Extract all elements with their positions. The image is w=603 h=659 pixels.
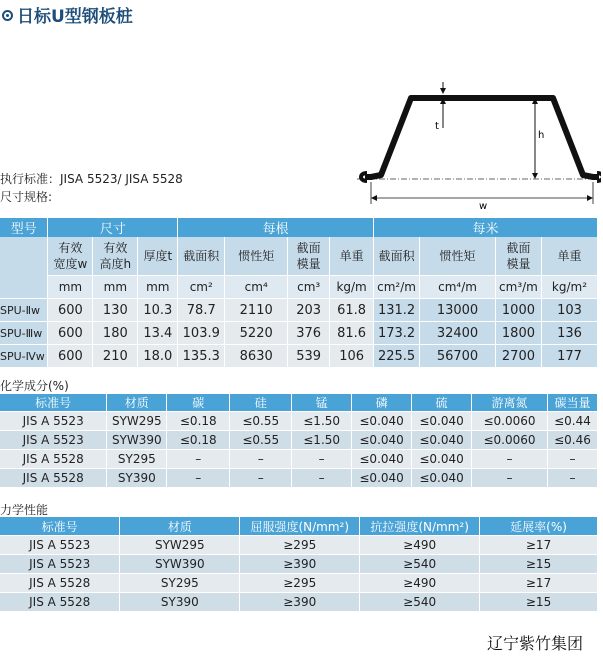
mech-cell: ≥295 bbox=[240, 536, 360, 555]
mech-header-cell: 屈服强度(N/mm²) bbox=[240, 517, 360, 536]
value-cell: 2700 bbox=[495, 345, 541, 368]
chem-cell: ≤0.0060 bbox=[472, 412, 548, 431]
chem-header-cell: 硅 bbox=[230, 394, 292, 412]
value-cell: 131.2 bbox=[374, 299, 420, 322]
value-cell: 106 bbox=[330, 345, 374, 368]
chem-cell: SYW390 bbox=[107, 431, 167, 450]
mech-section-title: 力学性能 bbox=[0, 503, 49, 517]
value-cell: 130 bbox=[93, 299, 138, 322]
sub-header-cell: 截面积 bbox=[374, 237, 420, 276]
sub-header-cell: 截面 模量 bbox=[495, 237, 541, 276]
header-size: 尺寸 bbox=[48, 218, 178, 237]
unit-cell: cm² bbox=[178, 276, 225, 299]
value-cell: 18.0 bbox=[138, 345, 178, 368]
chem-cell: – bbox=[547, 450, 597, 469]
mech-cell: ≥490 bbox=[360, 536, 480, 555]
u-pile-profile-diagram bbox=[355, 78, 601, 213]
mech-cell: ≥540 bbox=[360, 555, 480, 574]
mechanical-properties-table bbox=[0, 517, 598, 611]
model-cell: SPU-Ⅲw bbox=[0, 322, 48, 345]
value-cell: 13000 bbox=[420, 299, 496, 322]
chem-cell: ≤0.040 bbox=[352, 412, 412, 431]
header-model: 型号 bbox=[0, 218, 48, 237]
sub-header-cell: 厚度t bbox=[138, 237, 178, 276]
t-label: t bbox=[435, 121, 439, 132]
chem-cell: ≤0.040 bbox=[412, 469, 472, 488]
chem-cell: ≤0.040 bbox=[412, 412, 472, 431]
value-cell: 376 bbox=[288, 322, 330, 345]
table-row bbox=[0, 469, 598, 488]
chemical-composition-table bbox=[0, 394, 598, 487]
mech-cell: ≥17 bbox=[480, 574, 598, 593]
value-cell: 13.4 bbox=[138, 322, 178, 345]
chem-cell: JIS A 5528 bbox=[0, 450, 107, 469]
chem-header-cell: 碳当量 bbox=[547, 394, 597, 412]
circle-bullet-icon bbox=[2, 10, 13, 21]
unit-cell: cm³ bbox=[288, 276, 330, 299]
unit-row bbox=[0, 276, 598, 299]
mech-cell: JIS A 5523 bbox=[0, 536, 120, 555]
value-cell: 10.3 bbox=[138, 299, 178, 322]
chem-cell: – bbox=[547, 469, 597, 488]
table-row bbox=[0, 450, 598, 469]
mech-cell: SYW390 bbox=[120, 555, 240, 574]
value-cell: 177 bbox=[541, 345, 597, 368]
chem-cell: SY295 bbox=[107, 450, 167, 469]
sub-header-cell: 截面 模量 bbox=[288, 237, 330, 276]
chem-cell: SYW295 bbox=[107, 412, 167, 431]
chem-cell: SY390 bbox=[107, 469, 167, 488]
chem-header-cell: 磷 bbox=[352, 394, 412, 412]
table-row bbox=[0, 322, 598, 345]
title-text: 日标U型钢板桩 bbox=[17, 7, 133, 27]
value-cell: 600 bbox=[48, 345, 93, 368]
mech-cell: ≥540 bbox=[360, 593, 480, 612]
table-row bbox=[0, 345, 598, 368]
sub-header-cell: 惯性矩 bbox=[420, 237, 496, 276]
value-cell: 56700 bbox=[420, 345, 496, 368]
mech-header-row bbox=[0, 517, 598, 536]
mech-cell: JIS A 5528 bbox=[0, 593, 120, 612]
chem-cell: JIS A 5528 bbox=[0, 469, 107, 488]
unit-cell: mm bbox=[48, 276, 93, 299]
chem-cell: – bbox=[230, 469, 292, 488]
chem-cell: – bbox=[167, 469, 230, 488]
table-row bbox=[0, 431, 598, 450]
standard-line: 执行标准：JISA 5523/ JISA 5528 bbox=[0, 172, 183, 186]
value-cell: 2110 bbox=[225, 299, 288, 322]
unit-cell: kg/m² bbox=[541, 276, 597, 299]
chem-cell: ≤0.18 bbox=[167, 412, 230, 431]
sub-header-cell: 惯性矩 bbox=[225, 237, 288, 276]
header-per-meter: 每米 bbox=[374, 218, 598, 237]
chem-cell: – bbox=[292, 450, 352, 469]
mech-cell: JIS A 5528 bbox=[0, 574, 120, 593]
chem-cell: – bbox=[472, 469, 548, 488]
chem-cell: ≤0.040 bbox=[352, 431, 412, 450]
value-cell: 210 bbox=[93, 345, 138, 368]
chem-cell: JIS A 5523 bbox=[0, 412, 107, 431]
chem-cell: ≤0.18 bbox=[167, 431, 230, 450]
value-cell: 136 bbox=[541, 322, 597, 345]
chem-cell: – bbox=[472, 450, 548, 469]
mech-header-cell: 延展率(%) bbox=[480, 517, 598, 536]
value-cell: 173.2 bbox=[374, 322, 420, 345]
value-cell: 103.9 bbox=[178, 322, 225, 345]
chem-header-cell: 游离氮 bbox=[472, 394, 548, 412]
mech-cell: ≥15 bbox=[480, 555, 598, 574]
model-cell: SPU-Ⅱw bbox=[0, 299, 48, 322]
table-row bbox=[0, 536, 598, 555]
chem-header-cell: 碳 bbox=[167, 394, 230, 412]
chem-cell: – bbox=[292, 469, 352, 488]
sub-header-cell: 单重 bbox=[330, 237, 374, 276]
chem-cell: ≤0.040 bbox=[352, 450, 412, 469]
mech-cell: SY295 bbox=[120, 574, 240, 593]
chem-cell: ≤0.040 bbox=[412, 431, 472, 450]
unit-cell: kg/m bbox=[330, 276, 374, 299]
chem-header-cell: 标准号 bbox=[0, 394, 107, 412]
h-label: h bbox=[538, 130, 545, 141]
sub-header-cell: 有效 高度h bbox=[93, 237, 138, 276]
mech-header-cell: 材质 bbox=[120, 517, 240, 536]
value-cell: 8630 bbox=[225, 345, 288, 368]
unit-cell: cm⁴/m bbox=[420, 276, 496, 299]
dimension-table bbox=[0, 218, 598, 367]
chem-cell: ≤0.46 bbox=[547, 431, 597, 450]
value-cell: 81.6 bbox=[330, 322, 374, 345]
table-row bbox=[0, 555, 598, 574]
sub-header-cell: 有效 宽度w bbox=[48, 237, 93, 276]
chem-cell: – bbox=[230, 450, 292, 469]
value-cell: 539 bbox=[288, 345, 330, 368]
chem-cell: ≤0.55 bbox=[230, 431, 292, 450]
chem-cell: – bbox=[167, 450, 230, 469]
mech-cell: ≥15 bbox=[480, 593, 598, 612]
table-row bbox=[0, 299, 598, 322]
value-cell: 103 bbox=[541, 299, 597, 322]
sub-header-cell: 截面积 bbox=[178, 237, 225, 276]
unit-cell: cm⁴ bbox=[225, 276, 288, 299]
value-cell: 600 bbox=[48, 299, 93, 322]
value-cell: 1000 bbox=[495, 299, 541, 322]
value-cell: 180 bbox=[93, 322, 138, 345]
mech-cell: ≥490 bbox=[360, 574, 480, 593]
value-cell: 1800 bbox=[495, 322, 541, 345]
mech-cell: ≥390 bbox=[240, 555, 360, 574]
company-name: 辽宁紫竹集团 bbox=[486, 634, 583, 653]
value-cell: 78.7 bbox=[178, 299, 225, 322]
value-cell: 32400 bbox=[420, 322, 496, 345]
unit-cell: mm bbox=[93, 276, 138, 299]
chem-header-row bbox=[0, 394, 598, 412]
value-cell: 225.5 bbox=[374, 345, 420, 368]
unit-cell: cm³/m bbox=[495, 276, 541, 299]
chem-header-cell: 材质 bbox=[107, 394, 167, 412]
mech-cell: ≥295 bbox=[240, 574, 360, 593]
chem-header-cell: 硫 bbox=[412, 394, 472, 412]
model-cell: SPU-Ⅳw bbox=[0, 345, 48, 368]
spec-line: 尺寸规格: bbox=[0, 190, 53, 204]
unit-cell: mm bbox=[138, 276, 178, 299]
table-row bbox=[0, 574, 598, 593]
chem-cell: ≤0.0060 bbox=[472, 431, 548, 450]
sub-header-cell: 单重 bbox=[541, 237, 597, 276]
value-cell: 203 bbox=[288, 299, 330, 322]
value-cell: 600 bbox=[48, 322, 93, 345]
mech-header-cell: 标准号 bbox=[0, 517, 120, 536]
mech-cell: ≥390 bbox=[240, 593, 360, 612]
mech-cell: ≥17 bbox=[480, 536, 598, 555]
chem-cell: ≤0.44 bbox=[547, 412, 597, 431]
mech-cell: SYW295 bbox=[120, 536, 240, 555]
w-label: w bbox=[479, 201, 488, 212]
table-row bbox=[0, 593, 598, 612]
header-per-piece: 每根 bbox=[178, 218, 374, 237]
chem-section-title: 化学成分(%) bbox=[0, 379, 69, 393]
chem-cell: ≤0.55 bbox=[230, 412, 292, 431]
chem-cell: ≤1.50 bbox=[292, 412, 352, 431]
mech-cell: SY390 bbox=[120, 593, 240, 612]
value-cell: 135.3 bbox=[178, 345, 225, 368]
sub-header-blank bbox=[0, 237, 48, 299]
mech-header-cell: 抗拉强度(N/mm²) bbox=[360, 517, 480, 536]
table-row bbox=[0, 412, 598, 431]
value-cell: 5220 bbox=[225, 322, 288, 345]
page-title bbox=[2, 2, 133, 27]
chem-cell: ≤0.040 bbox=[352, 469, 412, 488]
chem-cell: JIS A 5523 bbox=[0, 431, 107, 450]
unit-cell: cm²/m bbox=[374, 276, 420, 299]
sub-header-row bbox=[0, 237, 598, 276]
mech-cell: JIS A 5523 bbox=[0, 555, 120, 574]
chem-header-cell: 锰 bbox=[292, 394, 352, 412]
value-cell: 61.8 bbox=[330, 299, 374, 322]
chem-cell: ≤0.040 bbox=[412, 450, 472, 469]
chem-cell: ≤1.50 bbox=[292, 431, 352, 450]
